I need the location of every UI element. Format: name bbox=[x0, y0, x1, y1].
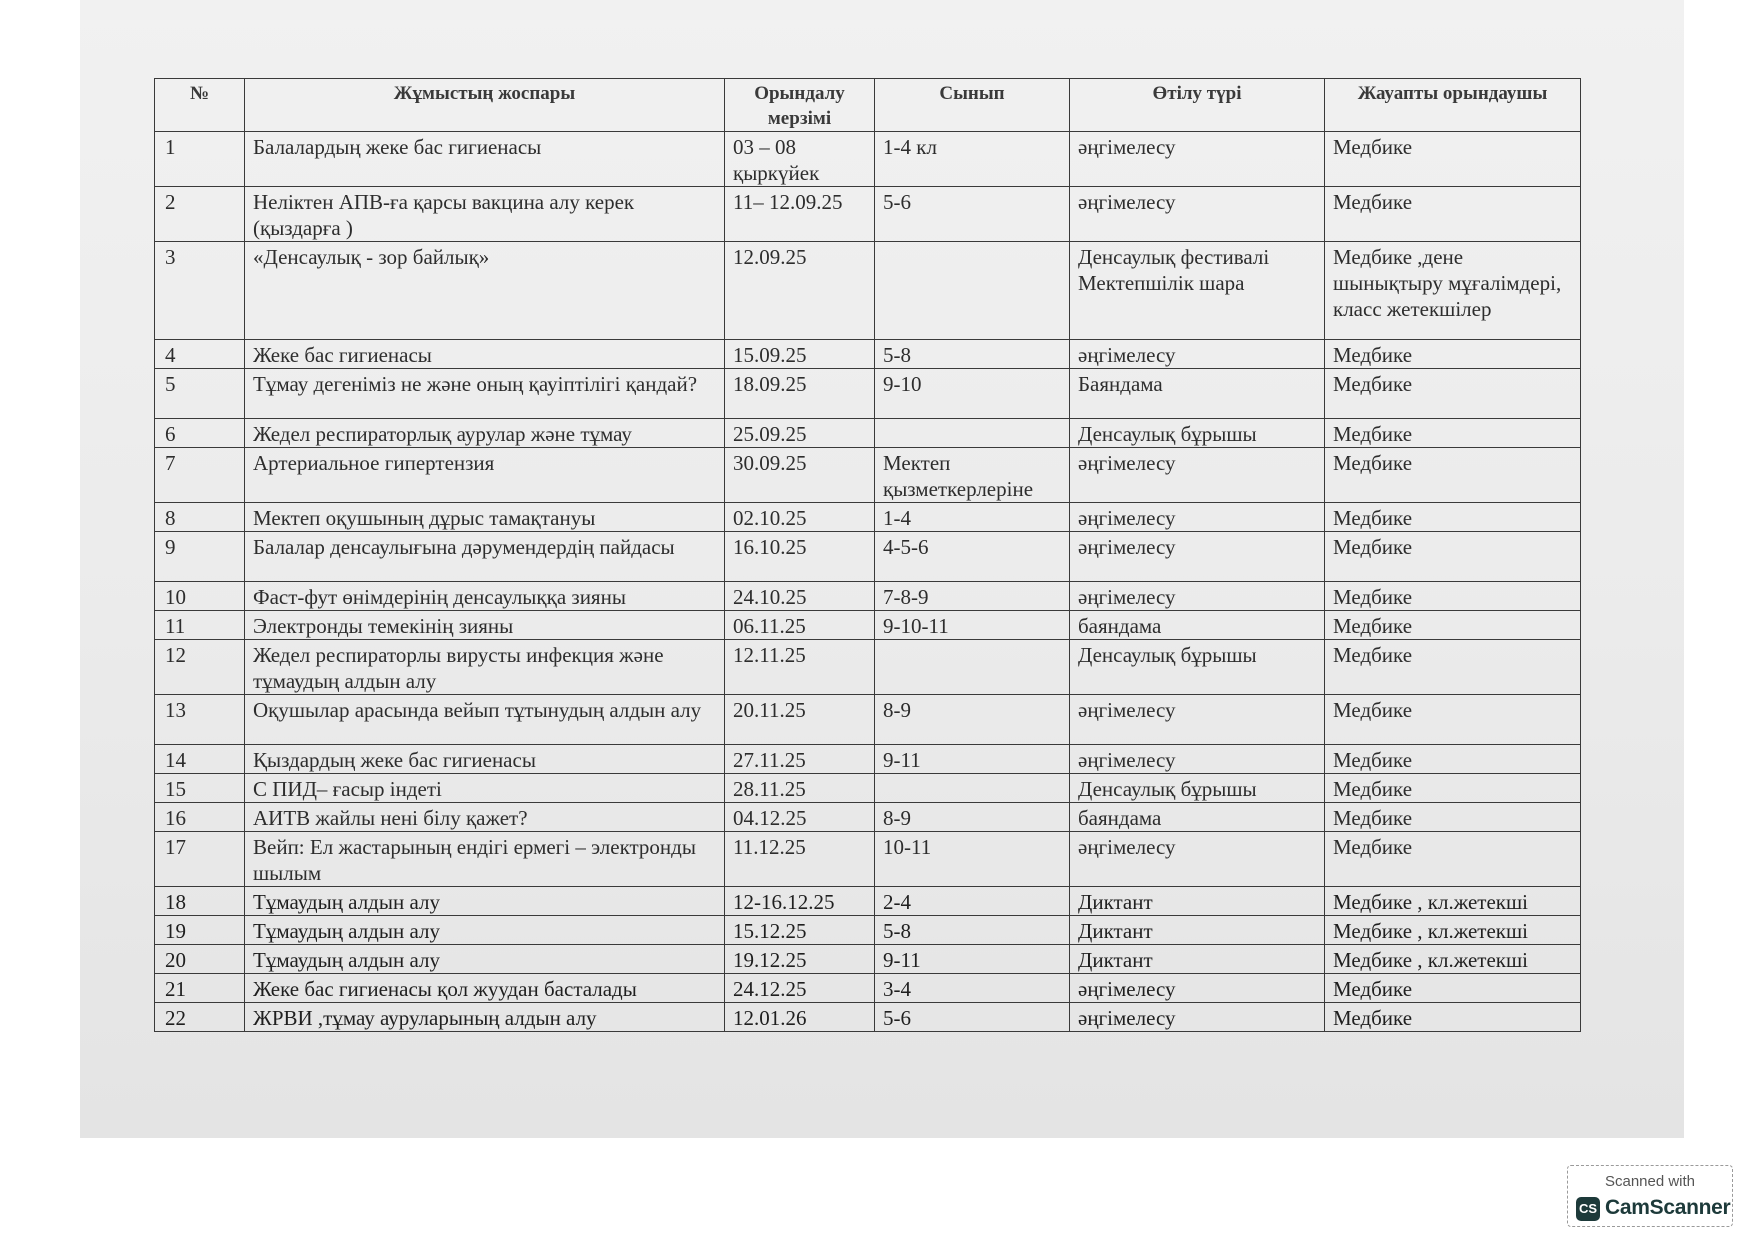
header-class: Сынып bbox=[875, 79, 1070, 132]
table-row bbox=[155, 611, 1581, 640]
cell-date: 16.10.25 bbox=[725, 532, 875, 582]
cell-responsible: Медбике bbox=[1325, 448, 1581, 503]
cell-date: 18.09.25 bbox=[725, 369, 875, 419]
cell-date: 30.09.25 bbox=[725, 448, 875, 503]
table-row bbox=[155, 916, 1581, 945]
cell-date: 12-16.12.25 bbox=[725, 887, 875, 916]
cell-type: баяндама bbox=[1070, 611, 1325, 640]
cell-class: 9-10-11 bbox=[875, 611, 1070, 640]
table-row bbox=[155, 887, 1581, 916]
cell-type: Денсаулық бұрышы bbox=[1070, 774, 1325, 803]
cell-type: әңгімелесу bbox=[1070, 832, 1325, 887]
cell-date: 06.11.25 bbox=[725, 611, 875, 640]
cell-type: әңгімелесу bbox=[1070, 503, 1325, 532]
cell-type: Баяндама bbox=[1070, 369, 1325, 419]
cell-type: Денсаулық бұрышы bbox=[1070, 640, 1325, 695]
cell-class: 4-5-6 bbox=[875, 532, 1070, 582]
cell-type: әңгімелесу bbox=[1070, 1003, 1325, 1032]
cell-plan: Фаст-фут өнімдерінің денсаулыққа зияны bbox=[245, 582, 725, 611]
camscanner-logo-icon: CS bbox=[1576, 1197, 1600, 1221]
cell-number: 14 bbox=[155, 745, 245, 774]
cell-plan: Тұмау дегеніміз не және оның қауіптілігі қандай? bbox=[245, 369, 725, 419]
work-plan-table bbox=[154, 78, 1581, 1032]
cell-number: 15 bbox=[155, 774, 245, 803]
cell-date: 12.01.26 bbox=[725, 1003, 875, 1032]
cell-responsible: Медбике bbox=[1325, 774, 1581, 803]
cell-class bbox=[875, 640, 1070, 695]
header-plan: Жұмыстың жоспары bbox=[245, 79, 725, 132]
cell-responsible: Медбике bbox=[1325, 1003, 1581, 1032]
cell-date: 11.12.25 bbox=[725, 832, 875, 887]
table-row bbox=[155, 132, 1581, 187]
cell-plan: Мектеп оқушының дұрыс тамақтануы bbox=[245, 503, 725, 532]
cell-plan: Жедел респираторлы вирусты инфекция және тұмаудың алдын алу bbox=[245, 640, 725, 695]
cell-type: әңгімелесу bbox=[1070, 745, 1325, 774]
scanned-page bbox=[80, 0, 1684, 1138]
cell-class: 1-4 кл bbox=[875, 132, 1070, 187]
cell-class: 9-10 bbox=[875, 369, 1070, 419]
cell-number: 20 bbox=[155, 945, 245, 974]
table-row bbox=[155, 945, 1581, 974]
table-row bbox=[155, 187, 1581, 242]
header-responsible: Жауапты орындаушы bbox=[1325, 79, 1581, 132]
table-row bbox=[155, 803, 1581, 832]
table-header-row bbox=[155, 79, 1581, 132]
cell-number: 18 bbox=[155, 887, 245, 916]
cell-responsible: Медбике bbox=[1325, 832, 1581, 887]
cell-number: 11 bbox=[155, 611, 245, 640]
cell-date: 24.10.25 bbox=[725, 582, 875, 611]
cell-class: 5-6 bbox=[875, 1003, 1070, 1032]
cell-type: Денсаулық фестивалі Мектепшілік шара bbox=[1070, 242, 1325, 340]
table-row bbox=[155, 340, 1581, 369]
cell-plan: С ПИД– ғасыр індеті bbox=[245, 774, 725, 803]
cell-date: 25.09.25 bbox=[725, 419, 875, 448]
cell-plan: Вейп: Ел жастарының ендігі ермегі – электронды шылым bbox=[245, 832, 725, 887]
cell-plan: Тұмаудың алдын алу bbox=[245, 945, 725, 974]
cell-responsible: Медбике bbox=[1325, 745, 1581, 774]
cell-responsible: Медбике bbox=[1325, 369, 1581, 419]
cell-responsible: Медбике ,дене шынықтыру мұғалімдері, класс жетекшілер bbox=[1325, 242, 1581, 340]
cell-type: әңгімелесу bbox=[1070, 582, 1325, 611]
cell-date: 28.11.25 bbox=[725, 774, 875, 803]
cell-plan: Неліктен АПВ-ға қарсы вакцина алу керек (қыздарға ) bbox=[245, 187, 725, 242]
cell-type: Диктант bbox=[1070, 945, 1325, 974]
cell-responsible: Медбике bbox=[1325, 695, 1581, 745]
cell-number: 3 bbox=[155, 242, 245, 340]
cell-class bbox=[875, 774, 1070, 803]
table-row bbox=[155, 832, 1581, 887]
cell-plan: Жеке бас гигиенасы bbox=[245, 340, 725, 369]
cell-class: Мектеп қызметкерлеріне bbox=[875, 448, 1070, 503]
cell-class: 2-4 bbox=[875, 887, 1070, 916]
table-row bbox=[155, 974, 1581, 1003]
cell-date: 24.12.25 bbox=[725, 974, 875, 1003]
cell-type: Диктант bbox=[1070, 916, 1325, 945]
cell-date: 15.09.25 bbox=[725, 340, 875, 369]
table-row bbox=[155, 369, 1581, 419]
cell-number: 4 bbox=[155, 340, 245, 369]
cell-number: 2 bbox=[155, 187, 245, 242]
cell-plan: Артериальное гипертензия bbox=[245, 448, 725, 503]
cell-responsible: Медбике bbox=[1325, 187, 1581, 242]
cell-responsible: Медбике bbox=[1325, 582, 1581, 611]
table-row bbox=[155, 695, 1581, 745]
cell-number: 1 bbox=[155, 132, 245, 187]
cell-responsible: Медбике , кл.жетекші bbox=[1325, 916, 1581, 945]
cell-number: 5 bbox=[155, 369, 245, 419]
cell-type: баяндама bbox=[1070, 803, 1325, 832]
cell-date: 20.11.25 bbox=[725, 695, 875, 745]
cell-date: 27.11.25 bbox=[725, 745, 875, 774]
cell-responsible: Медбике bbox=[1325, 340, 1581, 369]
cell-number: 7 bbox=[155, 448, 245, 503]
cell-date: 11– 12.09.25 bbox=[725, 187, 875, 242]
cell-number: 21 bbox=[155, 974, 245, 1003]
table-row bbox=[155, 503, 1581, 532]
cell-responsible: Медбике bbox=[1325, 503, 1581, 532]
cell-class: 9-11 bbox=[875, 945, 1070, 974]
table-row bbox=[155, 1003, 1581, 1032]
camscanner-watermark bbox=[1567, 1165, 1733, 1227]
cell-type: әңгімелесу bbox=[1070, 448, 1325, 503]
cell-date: 12.11.25 bbox=[725, 640, 875, 695]
cell-responsible: Медбике , кл.жетекші bbox=[1325, 945, 1581, 974]
cell-date: 02.10.25 bbox=[725, 503, 875, 532]
cell-class: 9-11 bbox=[875, 745, 1070, 774]
cell-type: әңгімелесу bbox=[1070, 532, 1325, 582]
table-row bbox=[155, 419, 1581, 448]
watermark-caption: Scanned with bbox=[1604, 1173, 1696, 1190]
cell-class: 7-8-9 bbox=[875, 582, 1070, 611]
cell-number: 10 bbox=[155, 582, 245, 611]
cell-plan: Тұмаудың алдын алу bbox=[245, 887, 725, 916]
cell-plan: АИТВ жайлы нені білу қажет? bbox=[245, 803, 725, 832]
cell-plan: Тұмаудың алдын алу bbox=[245, 916, 725, 945]
cell-class: 8-9 bbox=[875, 803, 1070, 832]
cell-type: әңгімелесу bbox=[1070, 187, 1325, 242]
cell-date: 12.09.25 bbox=[725, 242, 875, 340]
cell-responsible: Медбике bbox=[1325, 132, 1581, 187]
watermark-brand: CamScanner bbox=[1605, 1196, 1731, 1219]
cell-class bbox=[875, 242, 1070, 340]
cell-class bbox=[875, 419, 1070, 448]
cell-date: 04.12.25 bbox=[725, 803, 875, 832]
cell-class: 1-4 bbox=[875, 503, 1070, 532]
cell-class: 5-8 bbox=[875, 916, 1070, 945]
cell-plan: Балалар денсаулығына дәрумендердің пайдасы bbox=[245, 532, 725, 582]
cell-type: әңгімелесу bbox=[1070, 695, 1325, 745]
cell-class: 8-9 bbox=[875, 695, 1070, 745]
cell-plan: Балалардың жеке бас гигиенасы bbox=[245, 132, 725, 187]
cell-number: 9 bbox=[155, 532, 245, 582]
cell-number: 6 bbox=[155, 419, 245, 448]
cell-type: әңгімелесу bbox=[1070, 340, 1325, 369]
cell-number: 22 bbox=[155, 1003, 245, 1032]
cell-responsible: Медбике bbox=[1325, 532, 1581, 582]
cell-number: 13 bbox=[155, 695, 245, 745]
cell-plan: Оқушылар арасында вейып тұтынудың алдын алу bbox=[245, 695, 725, 745]
cell-class: 5-6 bbox=[875, 187, 1070, 242]
header-type: Өтілу түрі bbox=[1070, 79, 1325, 132]
cell-responsible: Медбике bbox=[1325, 803, 1581, 832]
table-row bbox=[155, 774, 1581, 803]
cell-type: әңгімелесу bbox=[1070, 132, 1325, 187]
cell-number: 8 bbox=[155, 503, 245, 532]
cell-date: 15.12.25 bbox=[725, 916, 875, 945]
cell-plan: ЖРВИ ,тұмау ауруларының алдын алу bbox=[245, 1003, 725, 1032]
cell-responsible: Медбике bbox=[1325, 419, 1581, 448]
cell-plan: Қыздардың жеке бас гигиенасы bbox=[245, 745, 725, 774]
table-row bbox=[155, 448, 1581, 503]
header-date: Орындалу мерзімі bbox=[725, 79, 875, 132]
table-row bbox=[155, 582, 1581, 611]
cell-responsible: Медбике bbox=[1325, 611, 1581, 640]
cell-class: 10-11 bbox=[875, 832, 1070, 887]
cell-type: Диктант bbox=[1070, 887, 1325, 916]
cell-responsible: Медбике , кл.жетекші bbox=[1325, 887, 1581, 916]
cell-date: 19.12.25 bbox=[725, 945, 875, 974]
cell-plan: Жеке бас гигиенасы қол жуудан басталады bbox=[245, 974, 725, 1003]
cell-number: 19 bbox=[155, 916, 245, 945]
cell-class: 3-4 bbox=[875, 974, 1070, 1003]
cell-date: 03 – 08 қыркүйек bbox=[725, 132, 875, 187]
cell-number: 12 bbox=[155, 640, 245, 695]
cell-class: 5-8 bbox=[875, 340, 1070, 369]
table-body bbox=[155, 132, 1581, 1032]
header-number: № bbox=[155, 79, 245, 132]
cell-number: 17 bbox=[155, 832, 245, 887]
cell-plan: «Денсаулық - зор байлық» bbox=[245, 242, 725, 340]
cell-number: 16 bbox=[155, 803, 245, 832]
cell-type: Денсаулық бұрышы bbox=[1070, 419, 1325, 448]
cell-type: әңгімелесу bbox=[1070, 974, 1325, 1003]
cell-plan: Жедел респираторлық аурулар және тұмау bbox=[245, 419, 725, 448]
table-row bbox=[155, 242, 1581, 340]
cell-plan: Электронды темекінің зияны bbox=[245, 611, 725, 640]
cell-responsible: Медбике bbox=[1325, 974, 1581, 1003]
table-row bbox=[155, 532, 1581, 582]
table-row bbox=[155, 640, 1581, 695]
cell-responsible: Медбике bbox=[1325, 640, 1581, 695]
table-row bbox=[155, 745, 1581, 774]
